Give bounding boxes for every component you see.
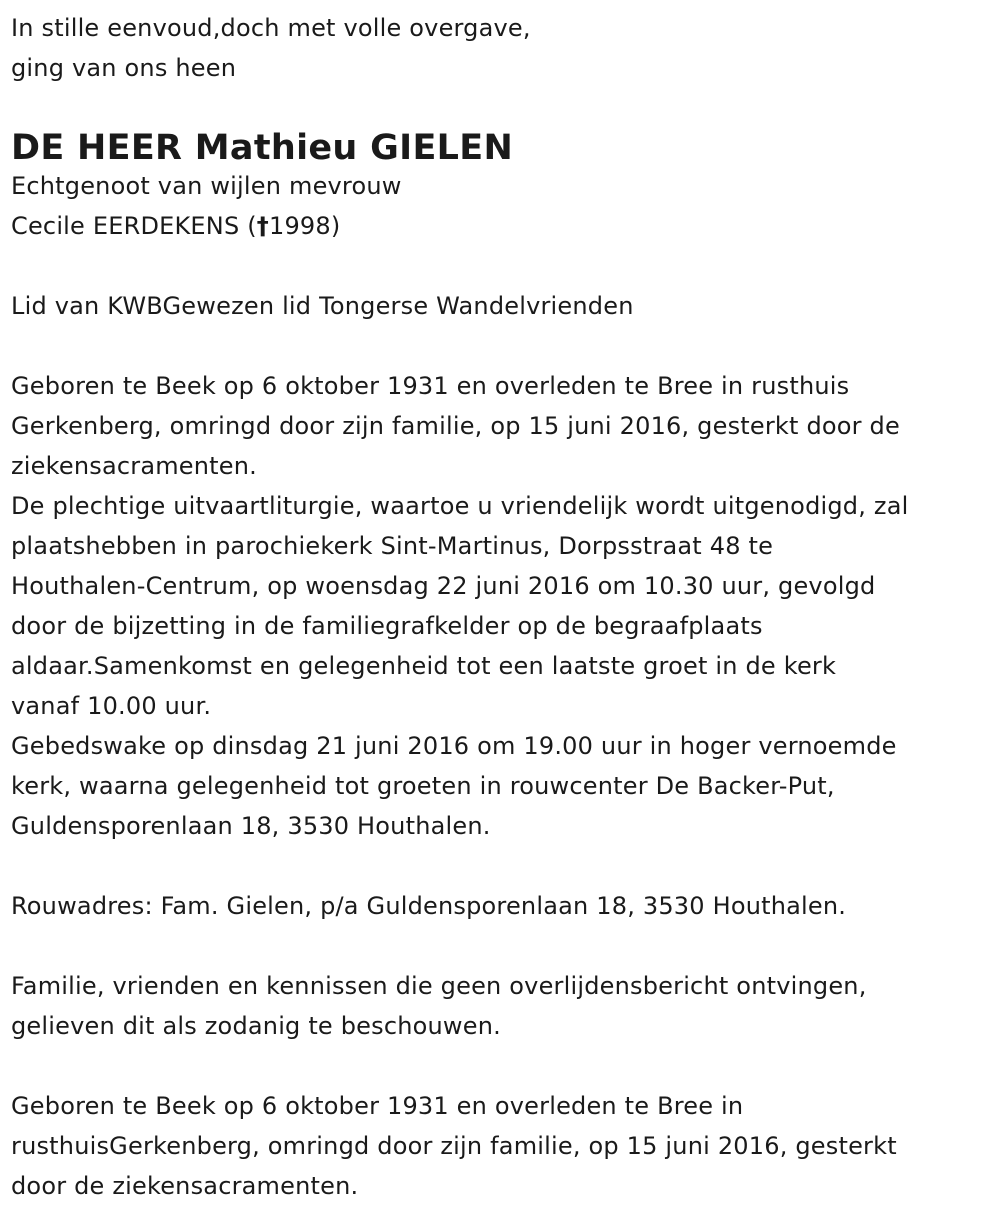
paragraph-line: Geboren te Beek op 6 oktober 1931 en overleden te Bree in rusthuis: [11, 372, 850, 400]
deceased-name: DE HEER Mathieu GIELEN: [11, 128, 514, 168]
paragraph-line: rusthuisGerkenberg, omringd door zijn familie, op 15 juni 2016, gesterkt: [11, 1132, 897, 1160]
spouse-name: Cecile EERDEKENS (: [11, 212, 257, 240]
spacer: [11, 846, 1000, 886]
spacer: [11, 246, 1000, 286]
wake-paragraph: [11, 726, 1000, 846]
paragraph-line: door de bijzetting in de familiegrafkelder op de begraafplaats: [11, 612, 763, 640]
intro-line-2: ging van ons heen: [11, 54, 237, 82]
funeral-paragraph: [11, 486, 1000, 726]
spouse-line-2: [11, 206, 1000, 246]
notice-paragraph: [11, 966, 1000, 1046]
paragraph-line: De plechtige uitvaartliturgie, waartoe u vriendelijk wordt uitgenodigd, zal: [11, 492, 909, 520]
paragraph-line: Gebedswake op dinsdag 21 juni 2016 om 19.00 uur in hoger vernoemde: [11, 732, 897, 760]
paragraph-line: door de ziekensacramenten.: [11, 1172, 359, 1200]
mourning-address: Rouwadres: Fam. Gielen, p/a Guldensporenlaan 18, 3530 Houthalen.: [11, 892, 847, 920]
paragraph-line: gelieven dit als zodanig te beschouwen.: [11, 1012, 501, 1040]
birth-death-paragraph: [11, 366, 1000, 486]
birth-death-repeat-paragraph: [11, 1086, 1000, 1206]
paragraph-line: ziekensacramenten.: [11, 452, 258, 480]
paragraph-line: Familie, vrienden en kennissen die geen overlijdensbericht ontvingen,: [11, 972, 867, 1000]
spacer: [11, 926, 1000, 966]
paragraph-line: kerk, waarna gelegenheid tot groeten in rouwcenter De Backer-Put,: [11, 772, 835, 800]
paragraph-line: Guldensporenlaan 18, 3530 Houthalen.: [11, 812, 491, 840]
spouse-line-1: Echtgenoot van wijlen mevrouw: [11, 172, 402, 200]
paragraph-line: Geboren te Beek op 6 oktober 1931 en overleden te Bree in: [11, 1092, 744, 1120]
paragraph-line: Houthalen-Centrum, op woensdag 22 juni 2016 om 10.30 uur, gevolgd: [11, 572, 876, 600]
spacer: [11, 1046, 1000, 1086]
membership-text: Lid van KWBGewezen lid Tongerse Wandelvrienden: [11, 292, 634, 320]
intro-line-1: In stille eenvoud,doch met volle overgave,: [11, 14, 531, 42]
paragraph-line: plaatshebben in parochiekerk Sint-Martinus, Dorpsstraat 48 te: [11, 532, 774, 560]
spacer: [11, 326, 1000, 366]
spouse-death-year: 1998): [268, 212, 341, 240]
paragraph-line: Gerkenberg, omringd door zijn familie, op 15 juni 2016, gesterkt door de: [11, 412, 900, 440]
cross-icon: †: [256, 212, 269, 240]
paragraph-line: vanaf 10.00 uur.: [11, 692, 212, 720]
paragraph-line: aldaar.Samenkomst en gelegenheid tot een laatste groet in de kerk: [11, 652, 837, 680]
